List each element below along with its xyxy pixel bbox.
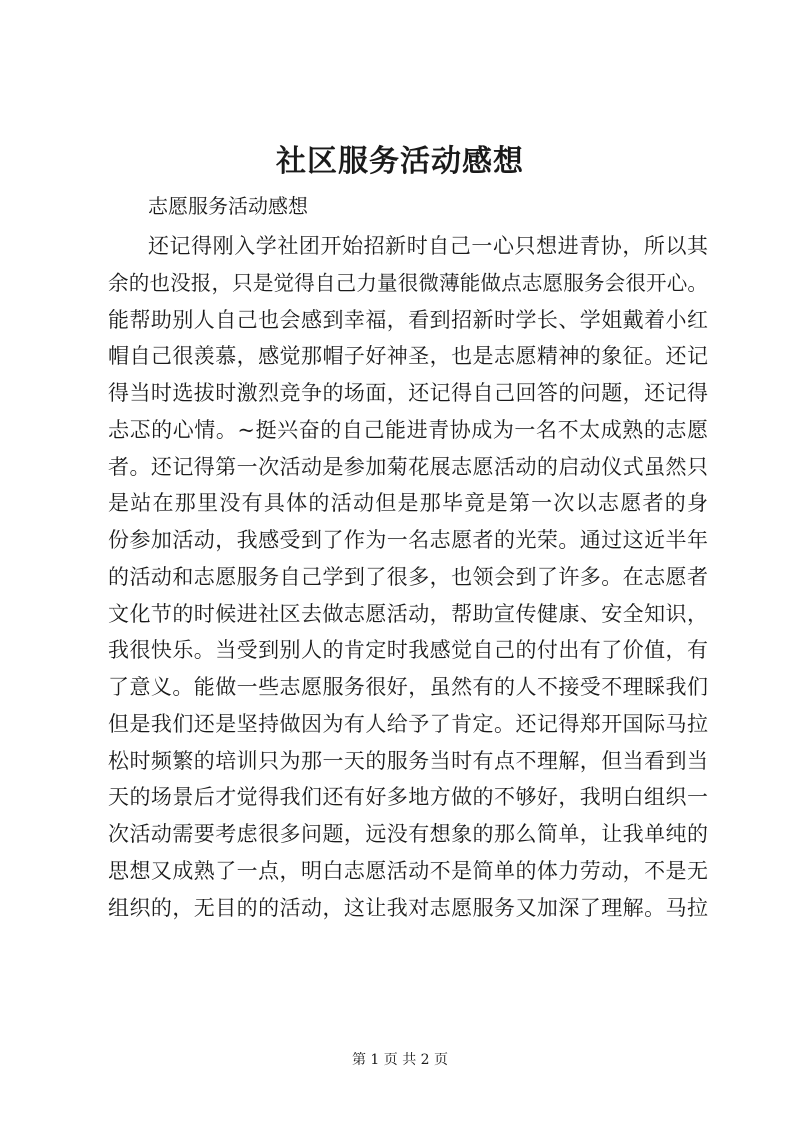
body-line: 的活动和志愿服务自己学到了很多，也领会到了许多。在志愿者 (108, 564, 708, 589)
body-line: 余的也没报，只是觉得自己力量很微薄能做点志愿服务会很开心。 (108, 270, 708, 295)
body-line: 还记得刚入学社团开始招新时自己一心只想进青协，所以其 (148, 234, 708, 258)
body-line: 了意义。能做一些志愿服务很好，虽然有的人不接受不理睬我们 (108, 675, 708, 699)
page-footer: 第 1 页 共 2 页 (351, 1052, 449, 1068)
document-title: 社区服务活动感想 (276, 144, 524, 179)
body-line: 我很快乐。当受到别人的肯定时我感觉自己的付出有了价值，有 (108, 638, 708, 663)
body-line: 得当时选拔时激烈竞争的场面，还记得自己回答的问题，还记得 (108, 381, 708, 405)
body-line: 次活动需要考虑很多问题，远没有想象的那么简单，让我单纯的 (108, 822, 708, 846)
document-body (108, 228, 708, 926)
body-line: 松时频繁的培训只为那一天的服务当时有点不理解，但当看到当 (108, 748, 708, 773)
body-line: 文化节的时候进社区去做志愿活动，帮助宣传健康、安全知识， (108, 601, 708, 626)
body-line: 能帮助别人自己也会感到幸福，看到招新时学长、学姐戴着小红 (108, 307, 708, 332)
body-line: 份参加活动，我感受到了作为一名志愿者的光荣。通过这近半年 (108, 528, 708, 552)
body-line: 思想又成熟了一点，明白志愿活动不是简单的体力劳动，不是无 (108, 858, 708, 883)
body-line: 是站在那里没有具体的活动但是那毕竟是第一次以志愿者的身 (108, 491, 708, 516)
body-line: 天的场景后才觉得我们还有好多地方做的不够好，我明白组织一 (108, 785, 708, 810)
body-line: 忐忑的心情。~挺兴奋的自己能进青协成为一名不太成熟的志愿 (108, 417, 708, 442)
body-line: 帽自己很羡慕，感觉那帽子好神圣，也是志愿精神的象征。还记 (108, 344, 708, 369)
body-line: 者。还记得第一次活动是参加菊花展志愿活动的启动仪式虽然只 (108, 454, 708, 479)
body-line: 但是我们还是坚持做因为有人给予了肯定。还记得郑开国际马拉 (108, 711, 708, 736)
body-line: 组织的，无目的的活动，这让我对志愿服务又加深了理解。马拉 (108, 895, 708, 920)
document-subtitle: 志愿服务活动感想 (148, 194, 308, 218)
